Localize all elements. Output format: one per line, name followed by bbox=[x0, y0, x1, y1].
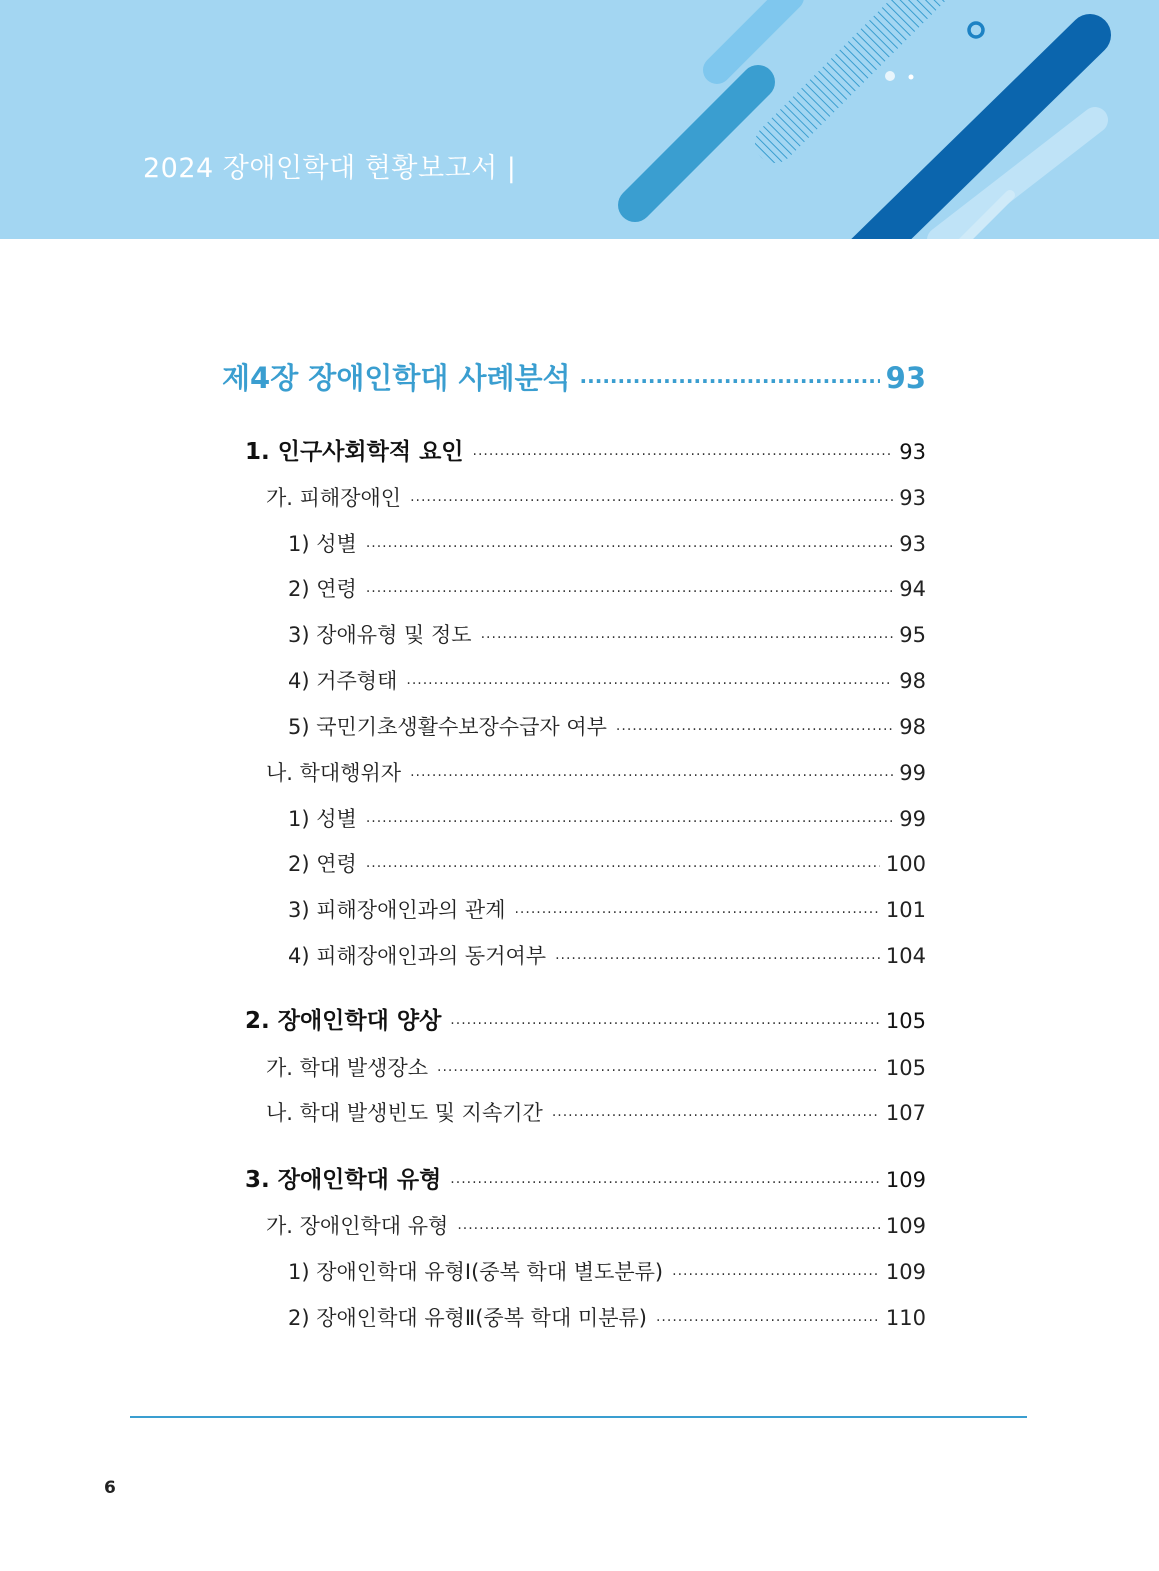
toc-entry[interactable] bbox=[288, 573, 926, 603]
toc-entry-page: 100 bbox=[885, 852, 926, 876]
toc-entry[interactable] bbox=[266, 482, 926, 512]
toc-entry-page: 109 bbox=[885, 1214, 926, 1238]
toc-entry[interactable] bbox=[245, 1161, 926, 1194]
toc-chapter-page: 93 bbox=[885, 361, 926, 395]
dot-leader bbox=[366, 814, 893, 830]
toc-entry[interactable] bbox=[266, 1097, 926, 1127]
toc-entry[interactable] bbox=[288, 528, 926, 558]
toc-entry-label: 나. 학대행위자 bbox=[266, 761, 402, 785]
toc-entry-label: 가. 장애인학대 유형 bbox=[266, 1214, 449, 1238]
toc-chapter-label: 제4장 장애인학대 사례분석 bbox=[222, 361, 571, 395]
toc-entry-page: 105 bbox=[885, 1056, 926, 1080]
toc-entry-label: 1) 장애인학대 유형Ⅰ(중복 학대 별도분류) bbox=[288, 1260, 664, 1284]
toc-entry-label: 2) 연령 bbox=[288, 577, 357, 601]
header-title: 2024 장애인학대 현황보고서 | bbox=[143, 153, 517, 184]
toc-entry-page: 95 bbox=[899, 623, 926, 647]
toc-entry-page: 98 bbox=[899, 715, 926, 739]
toc-entry-page: 94 bbox=[899, 577, 926, 601]
toc-entry[interactable] bbox=[245, 433, 926, 466]
toc-entry-label: 3) 피해장애인과의 관계 bbox=[288, 898, 506, 922]
toc-entry[interactable] bbox=[288, 803, 926, 833]
toc-entry[interactable] bbox=[288, 1256, 926, 1286]
toc-entry-label: 5) 국민기초생활수보장수급자 여부 bbox=[288, 715, 607, 739]
dot-leader bbox=[580, 369, 880, 393]
dot-leader bbox=[672, 1267, 880, 1283]
dot-leader bbox=[473, 447, 894, 463]
page-number: 6 bbox=[104, 1478, 116, 1498]
toc-entry-page: 105 bbox=[885, 1009, 926, 1033]
toc-entry-label: 1) 성별 bbox=[288, 807, 357, 831]
toc-entry[interactable] bbox=[288, 940, 926, 970]
dot-leader bbox=[450, 1016, 880, 1032]
dot-leader bbox=[555, 951, 880, 967]
dot-leader bbox=[406, 676, 893, 692]
toc-entry-label: 1) 성별 bbox=[288, 532, 357, 556]
toc-entry-label: 2) 연령 bbox=[288, 852, 357, 876]
dot-leader bbox=[481, 630, 894, 646]
toc-chapter[interactable] bbox=[222, 356, 926, 397]
toc-entry-label: 나. 학대 발생빈도 및 지속기간 bbox=[266, 1101, 543, 1125]
toc-entry[interactable] bbox=[288, 848, 926, 878]
dot-leader bbox=[410, 768, 893, 784]
dot-leader bbox=[514, 905, 879, 921]
toc-entry[interactable] bbox=[266, 1052, 926, 1082]
dot-leader bbox=[366, 539, 893, 555]
toc-entry-page: 107 bbox=[885, 1101, 926, 1125]
header-decoration bbox=[0, 0, 1159, 239]
dot-leader bbox=[552, 1108, 880, 1124]
toc-entry-label: 2) 장애인학대 유형Ⅱ(중복 학대 미분류) bbox=[288, 1306, 647, 1330]
toc-entry-page: 93 bbox=[899, 440, 926, 464]
page-header bbox=[0, 0, 1159, 239]
toc-entry-page: 98 bbox=[899, 669, 926, 693]
toc-entry-page: 109 bbox=[885, 1260, 926, 1284]
toc-entry[interactable] bbox=[288, 665, 926, 695]
toc-entry-label: 3) 장애유형 및 정도 bbox=[288, 623, 472, 647]
toc-entry-label: 3. 장애인학대 유형 bbox=[245, 1167, 442, 1193]
dot-leader bbox=[450, 1175, 880, 1191]
toc-entry-page: 99 bbox=[899, 807, 926, 831]
dot-leader bbox=[366, 859, 880, 875]
toc-entry-page: 93 bbox=[899, 532, 926, 556]
toc-entry-page: 109 bbox=[885, 1168, 926, 1192]
toc-entry[interactable] bbox=[245, 1002, 926, 1035]
toc-entry[interactable] bbox=[266, 1210, 926, 1240]
footer-divider bbox=[130, 1416, 1027, 1418]
dot-leader bbox=[366, 584, 893, 600]
dot-leader bbox=[656, 1313, 880, 1329]
toc-entry-label: 2. 장애인학대 양상 bbox=[245, 1008, 442, 1034]
dot-leader bbox=[457, 1221, 880, 1237]
toc-entry-label: 1. 인구사회학적 요인 bbox=[245, 439, 464, 465]
toc-entry-label: 4) 피해장애인과의 동거여부 bbox=[288, 944, 547, 968]
toc-entry[interactable] bbox=[288, 619, 926, 649]
toc-entry-page: 110 bbox=[885, 1306, 926, 1330]
toc-entry[interactable] bbox=[288, 894, 926, 924]
toc-entry-page: 104 bbox=[885, 944, 926, 968]
toc-entry-page: 93 bbox=[899, 486, 926, 510]
dot-leader bbox=[616, 722, 893, 738]
toc-entry-label: 가. 피해장애인 bbox=[266, 486, 402, 510]
dot-leader bbox=[437, 1063, 880, 1079]
toc-entry-label: 가. 학대 발생장소 bbox=[266, 1056, 429, 1080]
dot-leader bbox=[410, 493, 893, 509]
toc-entry-page: 99 bbox=[899, 761, 926, 785]
toc-entry-label: 4) 거주형태 bbox=[288, 669, 398, 693]
toc-entry[interactable] bbox=[266, 757, 926, 787]
toc-entry[interactable] bbox=[288, 711, 926, 741]
toc-entry-page: 101 bbox=[885, 898, 926, 922]
toc-entry[interactable] bbox=[288, 1302, 926, 1332]
